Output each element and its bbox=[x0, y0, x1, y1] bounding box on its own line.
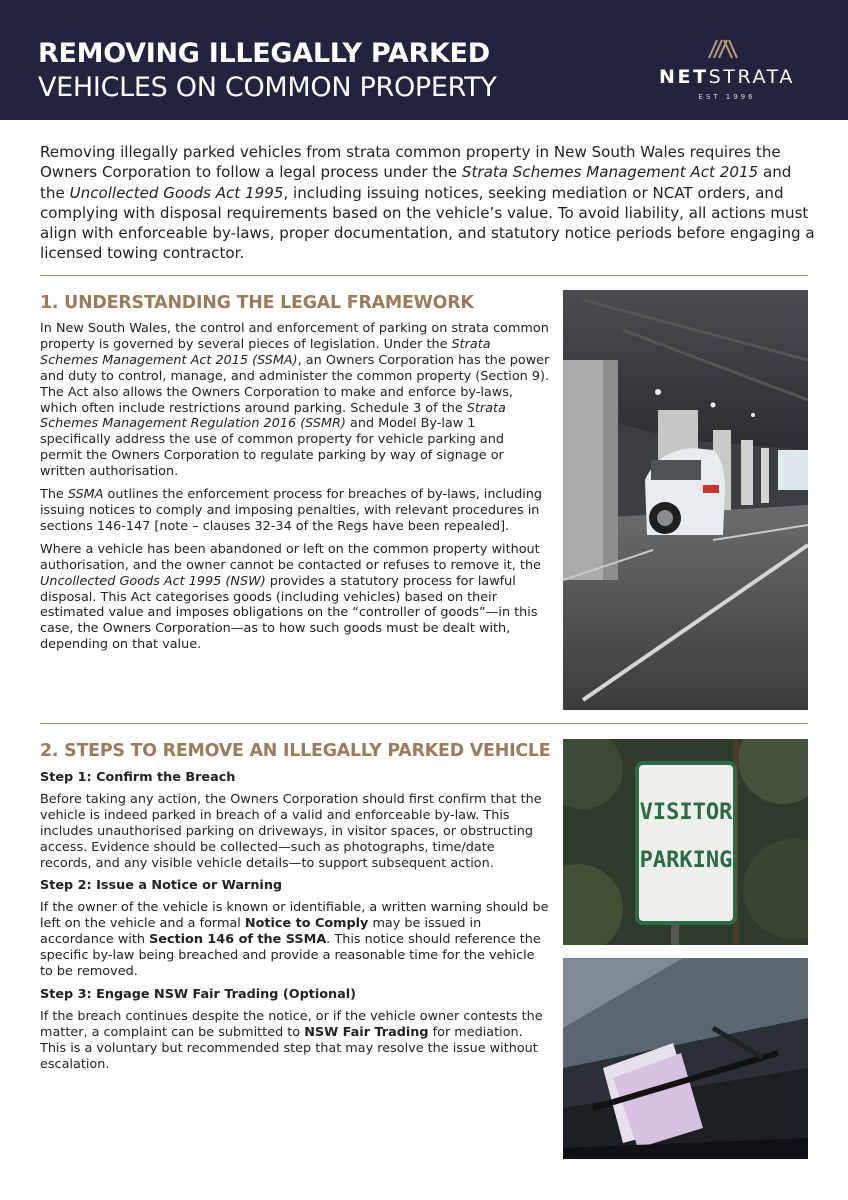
page-title-line1: REMOVING ILLEGALLY PARKED bbox=[38, 38, 490, 69]
step1-body: Before taking any action, the Owners Corporation should first confirm that the vehicle is indeed parked in breach of a valid and enforceable by-law. This includes unauthorised parking on driveways, in visitor spaces, or obstructing access. Evidence should be collected—such as photographs, time/date records, and any visible vehicle details—to support subsequent action. bbox=[40, 791, 542, 871]
intro-text: , including issuing notices, seeking mediation or NCAT orders, and complying with disposal requirements based on the vehicle’s value. To avoid liability, all actions must align with enforceable by-laws, proper documentation, and statutory notice periods before engaging a licensed towing contractor. bbox=[40, 183, 815, 263]
step1-title: Step 1: Confirm the Breach bbox=[40, 770, 236, 785]
divider bbox=[40, 275, 808, 276]
logo-wordmark-bold: NET bbox=[658, 66, 709, 88]
paragraph: In New South Wales, the control and enforcement of parking on strata common property is governed by several pieces of legislation. Under the Strata Schemes Management Act 2015 (SSMA), an Owners Corporation has the power and duty to control, manage, and administer the common property (Section 9). The Act also allows the Owners Corporation to make and enforce by-laws, which often include restrictions around parking. Schedule 3 of the Strata Schemes Management Regulation 2016 (SSMR) and Model By-law 1 specifically address the use of common property for vehicle parking and permit the Owners Corporation to regulate parking by way of signage or written authorisation. bbox=[40, 321, 550, 480]
section2-heading: 2. STEPS TO REMOVE AN ILLEGALLY PARKED VEHICLE bbox=[40, 741, 551, 761]
step3-body: If the breach continues despite the notice, or if the vehicle owner contests the matter, a complaint can be submitted to NSW Fair Trading for mediation. This is a voluntary but recommended step that may resolve the issue without escalation. bbox=[40, 1008, 543, 1072]
divider bbox=[40, 723, 808, 724]
intro-act-name: Uncollected Goods Act 1995 bbox=[69, 183, 284, 202]
step3-title: Step 3: Engage NSW Fair Trading (Optional) bbox=[40, 986, 357, 1002]
intro-paragraph bbox=[40, 142, 820, 264]
visitor-parking-sign-photo bbox=[563, 739, 808, 945]
intro-text: Removing illegally parked vehicles from strata common property in New South Wales requires the Owners Corporation to follow a legal process under the bbox=[40, 143, 781, 182]
logo-established: EST 1996 bbox=[698, 93, 756, 101]
logo-wordmark-rest: STRATA bbox=[708, 66, 795, 88]
sign-text-line2: PARKING bbox=[639, 848, 733, 873]
step2-body: If the owner of the vehicle is known or identifiable, a written warning should be left on the vehicle and a formal Notice to Comply may be issued in accordance with Section 146 of the SSMA. This notice should reference the specific by-law being breached and provide a reasonable time for the vehicle to be removed. bbox=[40, 900, 549, 979]
intro-text: and the bbox=[40, 163, 792, 202]
paragraph: The SSMA outlines the enforcement process for breaches of by-laws, including issuing notices to comply and imposing penalties, with relevant procedures in sections 146-147 [note – clauses 32-34 of the Regs have been repealed]. bbox=[40, 487, 543, 534]
page-title-line2: VEHICLES ON COMMON PROPERTY bbox=[38, 72, 497, 103]
section1-body bbox=[40, 321, 550, 660]
header-banner bbox=[0, 0, 848, 120]
car-park-photo bbox=[563, 290, 808, 710]
logo-wordmark bbox=[647, 66, 807, 88]
sign-text-line1: VISITOR bbox=[639, 800, 733, 825]
step2-title: Step 2: Issue a Notice or Warning bbox=[40, 878, 283, 894]
section2-body bbox=[40, 770, 550, 1079]
netstrata-logo-icon bbox=[707, 38, 741, 60]
section1-heading: 1. UNDERSTANDING THE LEGAL FRAMEWORK bbox=[40, 293, 474, 313]
paragraph: Where a vehicle has been abandoned or left on the common property without authorisation, and the owner cannot be contacted or refuses to remove it, the Uncollected Goods Act 1995 (NSW) provides a statutory process for lawful disposal. This Act categorises goods (including vehicles) based on their estimated value and imposes obligations on the “controller of goods”—in this case, the Owners Corporation—as to how such goods must be dealt with, depending on that value. bbox=[40, 541, 541, 653]
intro-act-name: Strata Schemes Management Act 2015 bbox=[461, 163, 759, 182]
parking-ticket-photo bbox=[563, 958, 808, 1159]
